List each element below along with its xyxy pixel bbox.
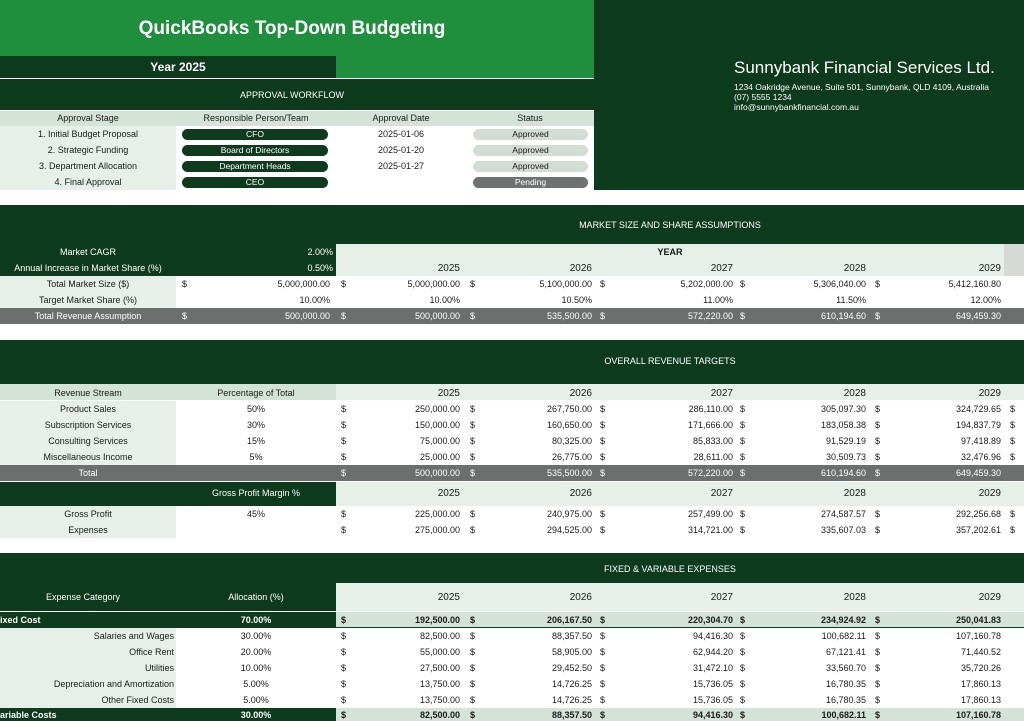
year-column-header: 2029 [978, 592, 1001, 603]
currency-symbol: $ [600, 647, 606, 657]
currency-symbol: $ [1010, 436, 1016, 446]
revenue-col-stream: Revenue Stream [54, 388, 122, 398]
fixed-cost-label: ixed Cost [0, 615, 41, 625]
year-column-header: 2028 [843, 488, 866, 499]
value-cell: 28,611.00 [693, 452, 733, 462]
currency-symbol: $ [600, 695, 606, 705]
currency-symbol: $ [740, 436, 746, 446]
expenses-col-category: Expense Category [45, 592, 121, 602]
currency-symbol: $ [341, 631, 347, 641]
market-edge [1004, 244, 1024, 276]
currency-symbol: $ [600, 311, 606, 321]
expenses-col-alloc: Allocation (%) [228, 592, 284, 602]
currency-symbol: $ [875, 468, 881, 478]
currency-symbol: $ [600, 679, 606, 689]
value-cell: 82,500.00 [419, 710, 460, 720]
value-cell: 5,000,000.00 [407, 279, 460, 289]
year-column-header: 2026 [569, 592, 592, 603]
year-bar-right [336, 56, 594, 78]
value-cell: 5,306,040.00 [813, 279, 866, 289]
value-cell: 13,750.00 [419, 695, 460, 705]
currency-symbol: $ [470, 509, 476, 519]
value-cell: 5,100,000.00 [539, 279, 592, 289]
approval-date: 2025-01-20 [377, 145, 425, 155]
expense-category-label: Depreciation and Amortization [53, 679, 174, 689]
value-cell: 82,500.00 [419, 631, 460, 641]
value-cell: 171,666.00 [687, 420, 733, 430]
currency-symbol: $ [600, 452, 606, 462]
value-cell: 610,194.60 [820, 468, 866, 478]
value-cell: 649,459.30 [955, 311, 1001, 321]
variable-cost-label: ariable Costs [0, 710, 57, 720]
currency-symbol: $ [600, 631, 606, 641]
currency-symbol: $ [875, 509, 881, 519]
value-cell: 234,924.92 [820, 615, 866, 625]
currency-symbol: $ [600, 663, 606, 673]
currency-symbol: $ [1010, 525, 1016, 535]
market-row-label: Target Market Share (%) [38, 295, 138, 305]
revenue-pct: 50% [246, 404, 265, 414]
value-cell: 572,220.00 [687, 311, 733, 321]
year-column-header: 2027 [710, 388, 733, 399]
value-cell: 16,780.35 [825, 679, 866, 689]
revenue-stream-label: Subscription Services [44, 420, 132, 430]
fixed-cost-alloc: 70.00% [240, 615, 272, 625]
cagr-label: Market CAGR [59, 247, 116, 257]
market-base-value: 5,000,000.00 [277, 279, 330, 289]
expenses-title: FIXED & VARIABLE EXPENSES [604, 564, 736, 574]
currency-symbol: $ [740, 420, 746, 430]
value-cell: 183,058.38 [820, 420, 866, 430]
currency-symbol: $ [875, 404, 881, 414]
value-cell: 294,525.00 [546, 525, 592, 535]
value-cell: 160,650.00 [546, 420, 592, 430]
currency-symbol: $ [341, 468, 347, 478]
approval-status-badge: Approved [473, 145, 588, 156]
value-cell: 250,000.00 [414, 404, 460, 414]
value-cell: 100,682.11 [821, 710, 866, 720]
year-column-header: 2029 [978, 488, 1001, 499]
value-cell: 35,720.26 [960, 663, 1001, 673]
cagr-value: 2.00% [307, 247, 333, 257]
currency-symbol: $ [341, 647, 347, 657]
value-cell: 13,750.00 [419, 679, 460, 689]
value-cell: 67,121.41 [825, 647, 866, 657]
currency-symbol: $ [600, 710, 606, 720]
value-cell: 85,833.00 [692, 436, 733, 446]
year-column-header: 2028 [843, 388, 866, 399]
profit-row-label: Gross Profit [64, 509, 112, 519]
currency-symbol: $ [470, 279, 476, 289]
currency-symbol: $ [470, 647, 476, 657]
currency-symbol: $ [740, 615, 746, 625]
value-cell: 30,509.73 [825, 452, 866, 462]
expense-category-label: Other Fixed Costs [101, 695, 174, 705]
value-cell: 26,775.00 [551, 452, 592, 462]
currency-symbol: $ [875, 436, 881, 446]
revenue-pct: 30% [246, 420, 265, 430]
value-cell: 250,041.83 [955, 615, 1001, 625]
currency-symbol: $ [600, 468, 606, 478]
approval-status-badge: Approved [473, 161, 588, 172]
share-inc-value: 0.50% [307, 263, 333, 273]
company-phone: (07) 5555 1234 [734, 92, 792, 102]
value-cell: 292,256.68 [955, 509, 1001, 519]
currency-symbol: $ [740, 631, 746, 641]
currency-symbol: $ [600, 279, 606, 289]
value-cell: 286,110.00 [688, 404, 733, 414]
currency-symbol: $ [740, 468, 746, 478]
currency-symbol: $ [341, 663, 347, 673]
currency-symbol: $ [470, 311, 476, 321]
market-row-label: Total Market Size ($) [46, 279, 130, 289]
currency-symbol: $ [740, 509, 746, 519]
value-cell: 5,202,000.00 [680, 279, 733, 289]
year-column-header: 2025 [437, 388, 460, 399]
approval-stage: 2. Strategic Funding [47, 145, 129, 155]
currency-symbol: $ [341, 695, 347, 705]
value-cell: 240,975.00 [546, 509, 592, 519]
currency-symbol: $ [1010, 509, 1016, 519]
currency-symbol: $ [600, 436, 606, 446]
company-panel [594, 0, 1024, 190]
variable-cost-alloc: 30.00% [240, 710, 272, 720]
approval-date: 2025-01-27 [377, 161, 425, 171]
currency-symbol: $ [341, 679, 347, 689]
currency-symbol: $ [470, 452, 476, 462]
currency-symbol: $ [1010, 420, 1016, 430]
currency-symbol: $ [875, 663, 881, 673]
value-cell: 15,736.05 [692, 695, 733, 705]
revenue-pct: 5% [249, 452, 263, 462]
currency-symbol: $ [740, 452, 746, 462]
currency-symbol: $ [600, 615, 606, 625]
currency-symbol: $ [600, 509, 606, 519]
value-cell: 17,860.13 [960, 695, 1001, 705]
value-cell: 25,000.00 [419, 452, 460, 462]
approval-person-pill: Department Heads [182, 161, 328, 172]
value-cell: 14,726.25 [551, 679, 592, 689]
currency-symbol: $ [1010, 404, 1016, 414]
value-cell: 14,726.25 [551, 695, 592, 705]
currency-symbol: $ [470, 525, 476, 535]
approval-person-pill: CEO [182, 177, 328, 188]
currency-symbol: $ [740, 710, 746, 720]
revenue-stream-label: Consulting Services [48, 436, 128, 446]
value-cell: 500,000.00 [414, 468, 460, 478]
value-cell: 33,560.70 [825, 663, 866, 673]
year-column-header: 2028 [843, 592, 866, 603]
expense-category-label: Salaries and Wages [93, 631, 174, 641]
currency-symbol: $ [470, 468, 476, 478]
value-cell: 275,000.00 [414, 525, 460, 535]
currency-symbol: $ [341, 452, 347, 462]
value-cell: 94,416.30 [692, 710, 733, 720]
currency-symbol: $ [341, 279, 347, 289]
currency-symbol: $ [470, 631, 476, 641]
value-cell: 257,499.00 [687, 509, 733, 519]
currency-symbol: $ [740, 279, 746, 289]
year-column-header: 2029 [978, 388, 1001, 399]
expense-alloc: 30.00% [240, 631, 272, 641]
currency-symbol: $ [875, 615, 881, 625]
expense-alloc: 5.00% [243, 679, 269, 689]
company-address: 1234 Oakridge Avenue, Suite 501, Sunnybank, QLD 4109, Australia [734, 82, 990, 92]
value-cell: 16,780.35 [825, 695, 866, 705]
revenue-title: OVERALL REVENUE TARGETS [604, 356, 736, 366]
currency-symbol: $ [470, 420, 476, 430]
currency-symbol: $ [341, 311, 347, 321]
page-title: QuickBooks Top-Down Budgeting [138, 18, 446, 39]
expense-category-label: Utilities [144, 663, 174, 673]
approval-col-person: Responsible Person/Team [203, 113, 309, 123]
value-cell: 10.50% [561, 295, 592, 305]
currency-symbol: $ [341, 420, 347, 430]
approval-status-badge: Approved [473, 129, 588, 140]
company-name: Sunnybank Financial Services Ltd. [734, 58, 995, 77]
currency-symbol: $ [875, 420, 881, 430]
value-cell: 88,357.50 [551, 631, 592, 641]
value-cell: 32,476.96 [960, 452, 1001, 462]
currency-symbol: $ [875, 279, 881, 289]
currency-symbol: $ [600, 420, 606, 430]
currency-symbol: $ [1010, 452, 1016, 462]
currency-symbol: $ [182, 311, 188, 321]
revenue-total-label: Total [78, 468, 98, 478]
value-cell: 58,905.00 [551, 647, 592, 657]
value-cell: 535,500.00 [546, 468, 592, 478]
profit-pct: 45% [246, 509, 265, 519]
value-cell: 305,097.30 [820, 404, 866, 414]
market-title: MARKET SIZE AND SHARE ASSUMPTIONS [579, 220, 761, 230]
value-cell: 572,220.00 [687, 468, 733, 478]
year-header: YEAR [657, 247, 683, 257]
currency-symbol: $ [182, 279, 188, 289]
currency-symbol: $ [600, 525, 606, 535]
revenue-col-pct: Percentage of Total [217, 388, 295, 398]
value-cell: 357,202.61 [955, 525, 1001, 535]
year-column-header: 2026 [569, 263, 592, 274]
currency-symbol: $ [470, 663, 476, 673]
value-cell: 75,000.00 [419, 436, 460, 446]
value-cell: 15,736.05 [692, 679, 733, 689]
currency-symbol: $ [341, 710, 347, 720]
value-cell: 100,682.11 [821, 631, 866, 641]
approval-person-pill: Board of Directors [182, 145, 328, 156]
currency-symbol: $ [740, 404, 746, 414]
value-cell: 649,459.30 [955, 468, 1001, 478]
approval-col-date: Approval Date [372, 113, 430, 123]
year-column-header: 2025 [437, 592, 460, 603]
approval-stage: 4. Final Approval [54, 177, 122, 187]
year-column-header: 2025 [437, 488, 460, 499]
currency-symbol: $ [875, 525, 881, 535]
currency-symbol: $ [341, 615, 347, 625]
approval-status-badge: Pending [473, 177, 588, 188]
value-cell: 12.00% [970, 295, 1001, 305]
profit-row-label: Expenses [68, 525, 108, 535]
market-base-value: 10.00% [299, 295, 330, 305]
value-cell: 11.00% [703, 295, 733, 305]
value-cell: 107,160.78 [955, 631, 1001, 641]
currency-symbol: $ [875, 710, 881, 720]
value-cell: 220,304.70 [687, 615, 733, 625]
currency-symbol: $ [875, 311, 881, 321]
expense-alloc: 10.00% [240, 663, 272, 673]
company-email: info@sunnybankfinancial.com.au [734, 102, 859, 112]
currency-symbol: $ [470, 436, 476, 446]
value-cell: 17,860.13 [960, 679, 1001, 689]
year-column-header: 2026 [569, 488, 592, 499]
value-cell: 5,412,160.80 [948, 279, 1001, 289]
value-cell: 55,000.00 [419, 647, 460, 657]
revenue-stream-label: Product Sales [59, 404, 117, 414]
approval-title: APPROVAL WORKFLOW [239, 90, 344, 100]
year-column-header: 2027 [710, 592, 733, 603]
currency-symbol: $ [341, 404, 347, 414]
value-cell: 610,194.60 [820, 311, 866, 321]
value-cell: 10.00% [429, 295, 460, 305]
value-cell: 11.50% [836, 295, 866, 305]
approval-stage: 1. Initial Budget Proposal [37, 129, 139, 139]
currency-symbol: $ [740, 679, 746, 689]
currency-symbol: $ [875, 679, 881, 689]
currency-symbol: $ [740, 311, 746, 321]
currency-symbol: $ [740, 525, 746, 535]
value-cell: 535,500.00 [546, 311, 592, 321]
value-cell: 206,167.50 [546, 615, 592, 625]
approval-person-pill: CFO [182, 129, 328, 140]
currency-symbol: $ [341, 436, 347, 446]
currency-symbol: $ [875, 452, 881, 462]
currency-symbol: $ [470, 615, 476, 625]
currency-symbol: $ [341, 525, 347, 535]
approval-stage: 3. Department Allocation [38, 161, 138, 171]
value-cell: 27,500.00 [419, 663, 460, 673]
year-column-header: 2027 [710, 263, 733, 274]
value-cell: 31,472.10 [692, 663, 733, 673]
currency-symbol: $ [470, 404, 476, 414]
value-cell: 335,607.03 [820, 525, 866, 535]
currency-symbol: $ [875, 695, 881, 705]
year-column-header: 2028 [843, 263, 866, 274]
year-column-header: 2027 [710, 488, 733, 499]
currency-symbol: $ [740, 663, 746, 673]
value-cell: 107,160.78 [955, 710, 1001, 720]
value-cell: 274,587.57 [820, 509, 866, 519]
value-cell: 192,500.00 [414, 615, 460, 625]
value-cell: 500,000.00 [414, 311, 460, 321]
year-column-header: 2025 [437, 263, 460, 274]
currency-symbol: $ [740, 695, 746, 705]
approval-col-status: Status [517, 113, 543, 123]
revenue-stream-label: Miscellaneous Income [43, 452, 133, 462]
revenue-pct: 15% [246, 436, 265, 446]
value-cell: 71,440.52 [960, 647, 1001, 657]
gpm-label: Gross Profit Margin % [211, 488, 301, 498]
value-cell: 194,837.79 [955, 420, 1001, 430]
share-inc-label: Annual Increase in Market Share (%) [14, 263, 162, 273]
currency-symbol: $ [470, 710, 476, 720]
value-cell: 267,750.00 [546, 404, 592, 414]
value-cell: 150,000.00 [414, 420, 460, 430]
market-base-value: 500,000.00 [284, 311, 330, 321]
year-column-header: 2029 [978, 263, 1001, 274]
expense-alloc: 20.00% [240, 647, 272, 657]
currency-symbol: $ [600, 404, 606, 414]
approval-col-stage: Approval Stage [57, 113, 119, 123]
expense-alloc: 5.00% [243, 695, 269, 705]
value-cell: 324,729.65 [955, 404, 1001, 414]
approval-date: 2025-01-06 [377, 129, 425, 139]
expense-category-label: Office Rent [129, 647, 174, 657]
value-cell: 225,000.00 [414, 509, 460, 519]
currency-symbol: $ [875, 647, 881, 657]
value-cell: 91,529.19 [825, 436, 866, 446]
value-cell: 80,325.00 [551, 436, 592, 446]
currency-symbol: $ [470, 679, 476, 689]
value-cell: 62,944.20 [692, 647, 733, 657]
market-row-label: Total Revenue Assumption [34, 311, 142, 321]
value-cell: 29,452.50 [551, 663, 592, 673]
value-cell: 88,357.50 [551, 710, 592, 720]
currency-symbol: $ [341, 509, 347, 519]
currency-symbol: $ [875, 631, 881, 641]
value-cell: 314,721.00 [687, 525, 733, 535]
currency-symbol: $ [740, 647, 746, 657]
year-label: Year 2025 [150, 60, 206, 74]
year-column-header: 2026 [569, 388, 592, 399]
currency-symbol: $ [470, 695, 476, 705]
value-cell: 97,418.89 [960, 436, 1001, 446]
value-cell: 94,416.30 [692, 631, 733, 641]
